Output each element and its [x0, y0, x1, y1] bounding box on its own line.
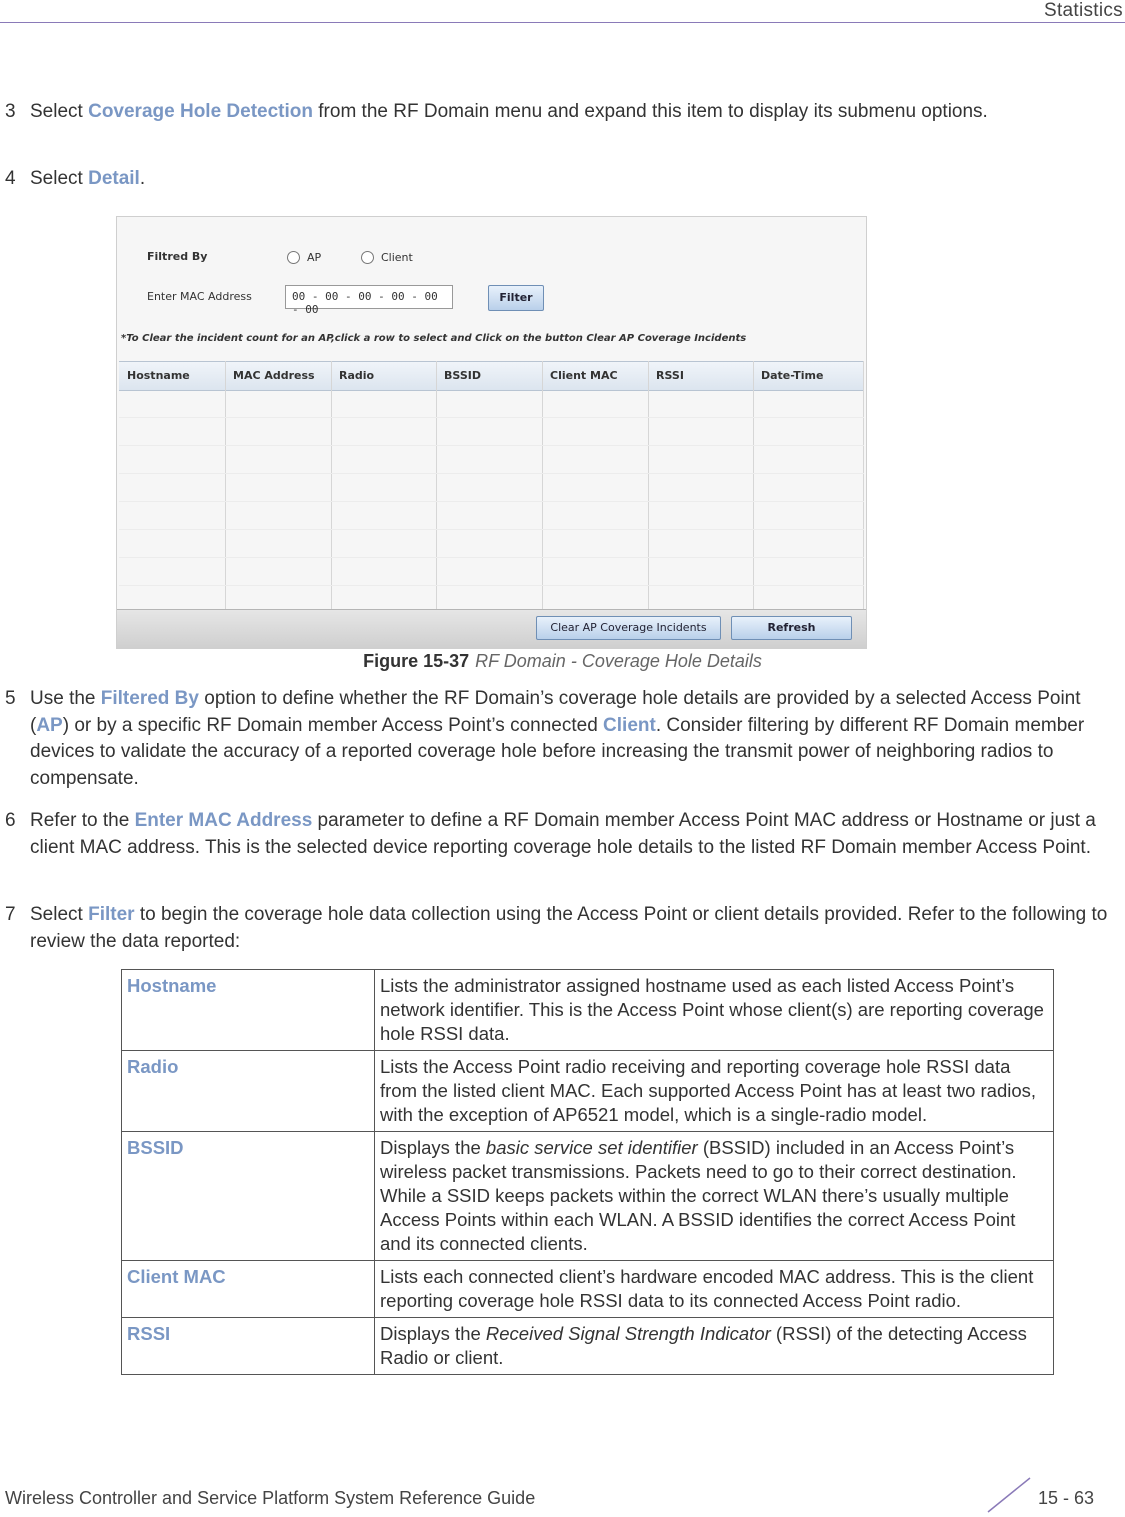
keyword: Client	[603, 714, 656, 736]
radio-ap[interactable]	[287, 251, 300, 264]
keyword: Filter	[88, 904, 135, 925]
description-text: Displays the	[380, 1323, 486, 1344]
figure-caption	[0, 651, 1125, 672]
field-definition-table	[121, 969, 1054, 1375]
description-text: (BSSID) included in an Access Point’s wireless packet transmissions. Packets need to go to their correct destination. While a SSID keeps packets within the correct WLAN there’s usually multiple Access Points within each WLAN. A BSSID identifies the correct Access Point and its connected clients.	[380, 1137, 1017, 1254]
header-rule	[0, 22, 1125, 23]
table-row	[122, 1132, 1054, 1261]
column-divider	[225, 361, 226, 609]
field-description: Lists each connected client’s hardware encoded MAC address. This is the client reporting coverage hole RSSI data to its connected Access Point radio.	[375, 1261, 1054, 1318]
keyword: Filtered By	[100, 688, 199, 709]
figure-title: RF Domain - Coverage Hole Details	[475, 651, 762, 671]
radio-client-label: Client	[381, 251, 413, 264]
field-description: Lists the administrator assigned hostname used as each listed Access Point’s network identifier. This is the Access Point whose client(s) are reporting coverage hole RSSI data.	[375, 970, 1054, 1051]
description-emphasis: Received Signal Strength Indicator	[485, 1323, 771, 1344]
field-name: BSSID	[122, 1132, 375, 1261]
column-divider	[648, 361, 649, 609]
step-number: 3	[5, 101, 16, 122]
step-text: option to define whether the RF Domain’s coverage hole details are provided by a selected Access Point (	[30, 688, 1081, 736]
slash-divider-icon	[986, 1476, 1032, 1514]
radio-ap-label: AP	[307, 251, 322, 264]
step-text: parameter to define a RF Domain member Access Point MAC address or Hostname or just a client MAC address. This is the selected device reporting coverage hole details to the listed RF Domain member Access Point.	[30, 810, 1096, 858]
keyword: Detail	[88, 168, 140, 189]
table-row	[122, 970, 1054, 1051]
step-number: 6	[5, 810, 16, 831]
step-text: .	[139, 168, 146, 189]
field-name: RSSI	[122, 1318, 375, 1375]
step-3	[0, 99, 1120, 126]
step-number: 5	[5, 688, 16, 709]
mac-address-input[interactable]: 00 - 00 - 00 - 00 - 00 - 00	[285, 285, 453, 309]
col-mac-address[interactable]: MAC Address	[233, 369, 315, 382]
filter-button[interactable]: Filter	[488, 285, 544, 311]
step-text: ) or by a specific RF Domain member Access Point’s connected	[62, 714, 604, 736]
column-divider	[436, 361, 437, 609]
filtered-by-label: Filtred By	[147, 250, 208, 263]
refresh-button[interactable]: Refresh	[731, 616, 852, 640]
field-description	[375, 1318, 1054, 1375]
grid-row-line	[119, 417, 864, 418]
description-emphasis: basic service set identifier	[485, 1137, 698, 1158]
step-6	[0, 808, 1120, 861]
description-text: (RSSI) of the detecting Access Radio or client.	[380, 1323, 1027, 1368]
grid-row-line	[119, 529, 864, 530]
grid-row-line	[119, 501, 864, 502]
description-text: Displays the	[380, 1137, 486, 1158]
column-divider	[542, 361, 543, 609]
column-divider	[331, 361, 332, 609]
col-rssi[interactable]: RSSI	[656, 369, 684, 382]
step-text: Select	[30, 904, 89, 925]
grid-row-line	[119, 473, 864, 474]
mac-address-label: Enter MAC Address	[147, 290, 252, 303]
figure-number: Figure 15-37	[363, 651, 470, 671]
field-description	[375, 1132, 1054, 1261]
keyword: Coverage Hole Detection	[88, 101, 313, 122]
column-divider	[863, 361, 864, 609]
keyword: AP	[36, 714, 63, 736]
page-number: 15 - 63	[1038, 1488, 1095, 1508]
step-number: 7	[5, 904, 16, 925]
col-radio[interactable]: Radio	[339, 369, 375, 382]
field-name: Hostname	[122, 970, 375, 1051]
step-text: . Consider filtering by different RF Domain member devices to validate the accuracy of a reported coverage hole before increasing the transmit power of neighboring radios to compensate.	[30, 714, 1085, 789]
step-text: Refer to the	[30, 810, 135, 831]
clear-incident-note: *To Clear the incident count for an AP,click a row to select and Click on the button Clear AP Coverage Incidents	[121, 333, 747, 344]
step-text: to begin the coverage hole data collection using the Access Point or client details provided. Refer to the following to review the data reported:	[30, 904, 1108, 952]
field-name: Client MAC	[122, 1261, 375, 1318]
step-4	[0, 166, 1120, 193]
field-name: Radio	[122, 1051, 375, 1132]
clear-ap-coverage-incidents-button[interactable]: Clear AP Coverage Incidents	[536, 616, 721, 640]
table-row	[122, 1261, 1054, 1318]
grid-footer-bar	[117, 609, 866, 648]
col-bssid[interactable]: BSSID	[444, 369, 481, 382]
column-divider	[753, 361, 754, 609]
radio-client[interactable]	[361, 251, 374, 264]
step-text: Select	[30, 168, 89, 189]
step-text: Use the	[30, 688, 101, 709]
col-hostname[interactable]: Hostname	[127, 369, 190, 382]
col-date-time[interactable]: Date-Time	[761, 369, 824, 382]
grid-row-line	[119, 557, 864, 558]
col-client-mac[interactable]: Client MAC	[550, 369, 618, 382]
step-number: 4	[5, 168, 16, 189]
step-text: from the RF Domain menu and expand this item to display its submenu options.	[313, 101, 988, 122]
field-description: Lists the Access Point radio receiving and reporting coverage hole RSSI data from the listed client MAC. Each supported Access Point has at least two radios, with the exception of AP6521 model, which is a single-radio model.	[375, 1051, 1054, 1132]
table-row	[122, 1051, 1054, 1132]
keyword: Enter MAC Address	[134, 810, 313, 831]
step-text: Select	[30, 101, 89, 122]
coverage-hole-details-screenshot	[116, 216, 867, 649]
table-row	[122, 1318, 1054, 1375]
guide-title: Wireless Controller and Service Platform System Reference Guide	[5, 1488, 536, 1508]
page-header-title: Statistics	[1043, 0, 1123, 21]
step-5	[0, 686, 1120, 792]
grid-row-line	[119, 445, 864, 446]
step-7	[0, 902, 1120, 955]
grid-row-line	[119, 585, 864, 586]
